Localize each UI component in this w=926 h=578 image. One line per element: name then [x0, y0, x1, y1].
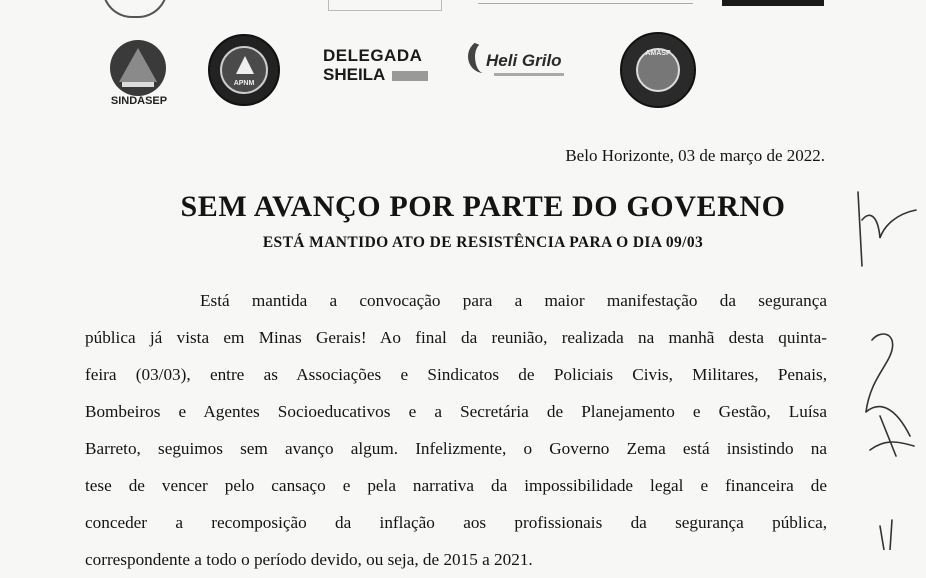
sindasep-logo	[100, 40, 178, 116]
cropped-black-logo	[722, 0, 824, 6]
handwritten-initials	[840, 180, 926, 550]
initial-mark-1	[858, 192, 916, 266]
apnm-logo	[208, 34, 280, 106]
body-paragraph	[85, 282, 827, 578]
body-line: pública já vista em Minas Gerais! Ao final da reunião, realizada na manhã desta quinta-	[85, 328, 827, 347]
delegada-sheila-line1: DELEGADA	[323, 46, 423, 65]
body-line: conceder a recomposição da inflação aos profissionais da segurança pública,	[85, 513, 827, 532]
sindasep-label: SINDASEP	[110, 95, 168, 107]
document-title: SEM AVANÇO POR PARTE DO GOVERNO	[180, 190, 786, 223]
initial-mark-2	[866, 334, 914, 456]
amasp-label: AMASP	[645, 50, 671, 57]
date-line: Belo Horizonte, 03 de março de 2022.	[565, 146, 825, 165]
cropped-seal-graphic	[102, 0, 168, 18]
body-line: correspondente a todo o período devido, ou seja, de 2015 a 2021.	[85, 550, 533, 569]
amasp-logo	[620, 32, 696, 108]
delegada-sheila-line2: SHEILA	[323, 65, 386, 84]
document-subtitle: ESTÁ MANTIDO ATO DE RESISTÊNCIA PARA O DIA 09/03	[262, 234, 704, 251]
apnm-label: APNM	[233, 80, 255, 87]
initial-mark-3	[880, 520, 892, 550]
heli-grilo-name: Heli Grilo	[486, 51, 562, 70]
cropped-header-strip	[0, 0, 926, 18]
body-line: Bombeiros e Agentes Socioeducativos e a Secretária de Planejamento e Gestão, Luísa	[85, 402, 827, 421]
heli-grilo-logo	[464, 40, 576, 84]
delegada-sheila-logo	[320, 44, 430, 86]
cropped-logo-fragment	[478, 0, 693, 4]
sindasep-triangle-icon	[119, 48, 157, 82]
body-line: Está mantida a convocação para a maior manifestação da segurança	[200, 291, 827, 310]
cropped-logo-box	[328, 0, 442, 11]
body-line: Barreto, seguimos sem avanço algum. Infelizmente, o Governo Zema está insistindo na	[85, 439, 827, 458]
body-line: tese de vencer pelo cansaço e pela narrativa da impossibilidade legal e financeira de	[85, 476, 827, 495]
body-line: feira (03/03), entre as Associações e Sindicatos de Policiais Civis, Militares, Penais,	[85, 365, 827, 384]
